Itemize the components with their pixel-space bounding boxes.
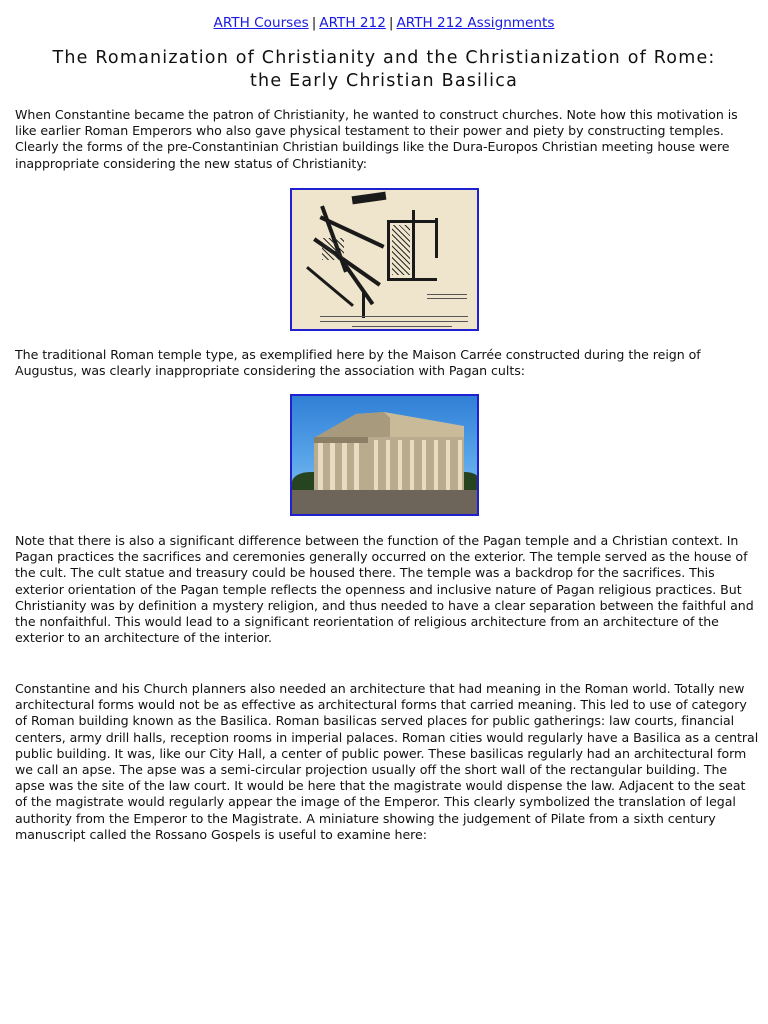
link-arth-212-assignments[interactable]: ARTH 212 Assignments	[396, 15, 555, 31]
breadcrumb-nav	[0, 13, 768, 33]
paragraph-maison-carree: The traditional Roman temple type, as exemplified here by the Maison Carrée constructed during the reign of Augustus, was clearly inappropriate considering the association with Pagan cults:	[15, 347, 701, 379]
nav-separator: |	[388, 15, 394, 31]
paragraph-pagan-temple-function: Note that there is also a significant difference between the function of the Pagan temple and a Christian context. In Pagan practices the sacrifices and ceremonies generally occurred on the exterior. The temple served as the house of the cult. The cult statue and treasury could be housed there. The temple was a backdrop for the sacrifices. This exterior orientation of the Pagan temple reflects the openness and inclusive nature of Pagan religious practices. But Christianity was by definition a mystery religion, and thus needed to have a clear separation between the faithful and the nonfaithful. This would lead to a significant reorientation of religious architecture from an architecture of the exterior to an architecture of the interior.	[15, 533, 754, 646]
page-title	[0, 47, 768, 93]
paragraph-basilica: Constantine and his Church planners also needed an architecture that had meaning in the Roman world. Totally new architectural forms would not be as effective as architectural forms that carried meaning. This led to use of category of Roman building known as the Basilica. Roman basilicas served places for public gatherings: law courts, financial centers, army drill halls, reception rooms in imperial palaces. Roman cities would regularly have a Basilica as a central public building. It was, like our City Hall, a center of public power. These basilicas regularly had an architectural form we call an apse. The apse was a semi-circular projection usually off the short wall of the rectangular building. The apse was the site of the law court. It would be here that the magistrate would dispense the law. Adjacent to the seat of the magistrate would regularly appear the image of the Emperor. This clearly symbolized the translation of legal authority from the Emperor to the Magistrate. A miniature showing the judgement of Pilate from a sixth century manuscript called the Rossano Gospels is useful to examine here:	[15, 681, 759, 842]
nav-separator: |	[311, 15, 317, 31]
dura-europos-plan-image	[290, 188, 479, 331]
link-arth-212[interactable]: ARTH 212	[319, 15, 386, 31]
temple-pediment	[314, 412, 464, 438]
page-title-line-1: The Romanization of Christianity and the Christianization of Rome:	[52, 48, 716, 68]
link-arth-courses[interactable]: ARTH Courses	[213, 15, 309, 31]
maison-carree-photo	[290, 394, 479, 516]
paragraph-intro: When Constantine became the patron of Christianity, he wanted to construct churches. Note how this motivation is like earlier Roman Emperors who also gave physical testament to their power and piety by constructing temples. Clearly the forms of the pre-Constantinian Christian buildings like the Dura-Europos Christian meeting house were inappropriate considering the new status of Christianity:	[15, 107, 738, 171]
page-title-line-2: the Early Christian Basilica	[249, 71, 518, 91]
